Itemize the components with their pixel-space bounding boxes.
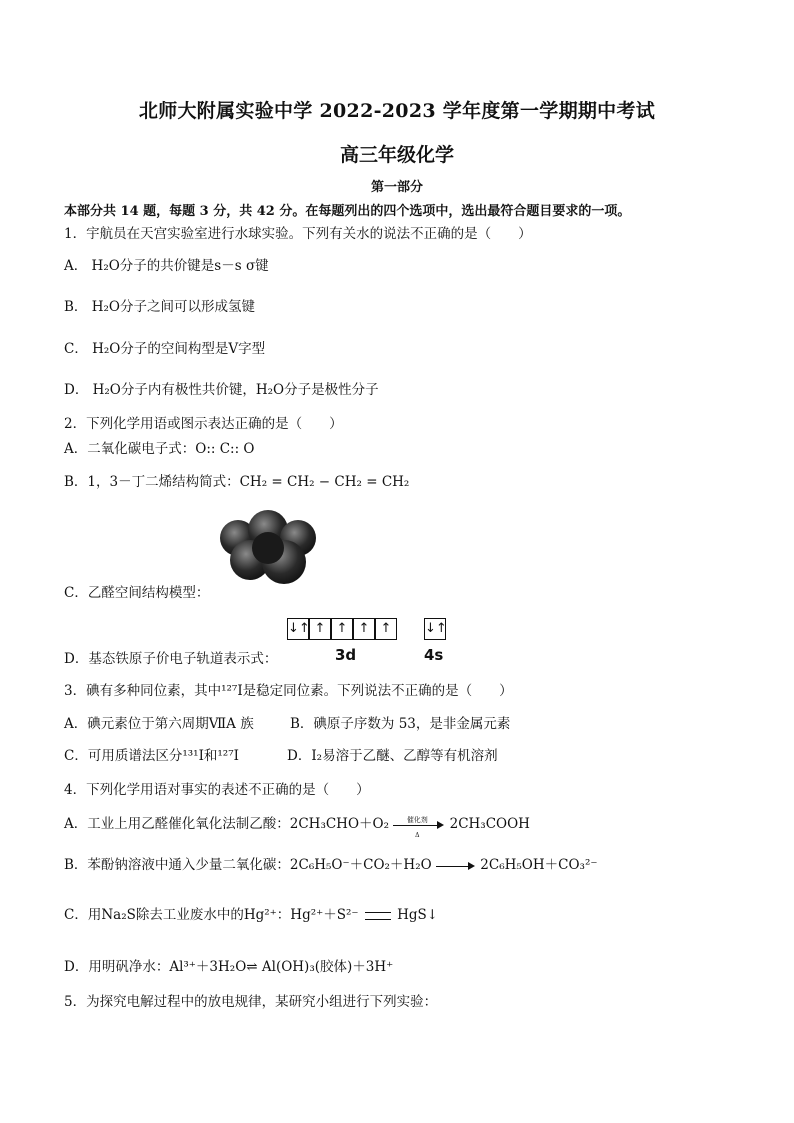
exam-title: 北师大附属实验中学 2022-2023 学年度第一学期期中考试	[138, 100, 656, 122]
q4-a-reactants: A．工业上用乙醛催化氧化法制乙酸：2CH₃CHO＋O₂	[64, 816, 390, 832]
orbital-box-4s: ↓↑	[424, 618, 446, 640]
part-heading: 第一部分	[370, 180, 423, 195]
acetaldehyde-model-image	[210, 508, 326, 588]
orbital-box-3d-1: ↓↑	[287, 618, 309, 640]
catalyst-arrow-icon	[393, 815, 445, 839]
exam-subtitle: 高三年级化学	[339, 144, 454, 166]
orbital-box-3d-5: ↑	[375, 618, 397, 640]
orbital-label-3d: 3d	[335, 646, 357, 664]
iron-orbital-diagram	[287, 618, 457, 666]
q4-c-reactants: C．用Na₂S除去工业废水中的Hg²⁺：Hg²⁺＋S²⁻	[64, 907, 359, 923]
q2-option-a: A．二氧化碳电子式：O:: C:: O	[64, 441, 255, 457]
q3-option-d: D．I₂易溶于乙醚、乙醇等有机溶剂	[287, 748, 498, 764]
instructions: 本部分共 14 题，每题 3 分，共 42 分。在每题列出的四个选项中，选出最符合题目要求的一项。	[64, 204, 631, 219]
heat-label: Δ	[415, 831, 420, 839]
orbital-box-3d-4: ↑	[353, 618, 375, 640]
q3-option-a: A．碘元素位于第六周期ⅦA 族	[64, 716, 254, 732]
q5-stem: 5．为探究电解过程中的放电规律，某研究小组进行下列实验：	[64, 994, 438, 1010]
equals-sign-icon	[365, 912, 391, 920]
q4-b-reactants: B．苯酚钠溶液中通入少量二氧化碳：2C₆H₅O⁻＋CO₂＋H₂O	[64, 857, 432, 873]
q4-a-products: 2CH₃COOH	[449, 816, 530, 832]
q2-stem: 2．下列化学用语或图示表达正确的是（ ）	[64, 416, 343, 432]
q2-option-d: D．基态铁原子价电子轨道表示式：	[64, 651, 278, 667]
q4-b-products: 2C₆H₅OH＋CO₃²⁻	[480, 857, 598, 873]
q3-stem: 3．碘有多种同位素，其中¹²⁷I是稳定同位素。下列说法不正确的是（ ）	[64, 683, 513, 699]
q1-option-b: B． H₂O分子之间可以形成氢键	[64, 299, 255, 315]
q3-option-c: C．可用质谱法区分¹³¹I和¹²⁷I	[64, 748, 239, 764]
q4-option-c	[64, 906, 438, 924]
q3-option-b: B．碘原子序数为 53，是非金属元素	[290, 716, 511, 732]
q4-option-a	[64, 815, 530, 839]
q1-option-c: C． H₂O分子的空间构型是V字型	[64, 341, 266, 357]
q4-stem: 4．下列化学用语对事实的表述不正确的是（ ）	[64, 782, 370, 798]
q4-option-d: D．用明矾净水：Al³⁺＋3H₂O⇌ Al(OH)₃(胶体)＋3H⁺	[64, 959, 394, 975]
q4-c-products: HgS↓	[397, 907, 439, 923]
catalyst-label: 催化剂	[406, 815, 428, 824]
orbital-box-3d-2: ↑	[309, 618, 331, 640]
orbital-label-4s: 4s	[424, 646, 444, 664]
q1-option-a: A． H₂O分子的共价键是s－s σ键	[64, 258, 269, 274]
orbital-box-3d-3: ↑	[331, 618, 353, 640]
q4-option-b	[64, 856, 598, 874]
q2-option-c: C．乙醛空间结构模型：	[64, 585, 210, 601]
reaction-arrow-icon	[436, 859, 476, 873]
q1-option-d: D． H₂O分子内有极性共价键，H₂O分子是极性分子	[64, 382, 379, 398]
q2-option-b: B．1，3－丁二烯结构简式：CH₂ = CH₂ − CH₂ = CH₂	[64, 474, 410, 490]
q1-stem: 1．宇航员在天宫实验室进行水球实验。下列有关水的说法不正确的是（ ）	[64, 226, 532, 242]
